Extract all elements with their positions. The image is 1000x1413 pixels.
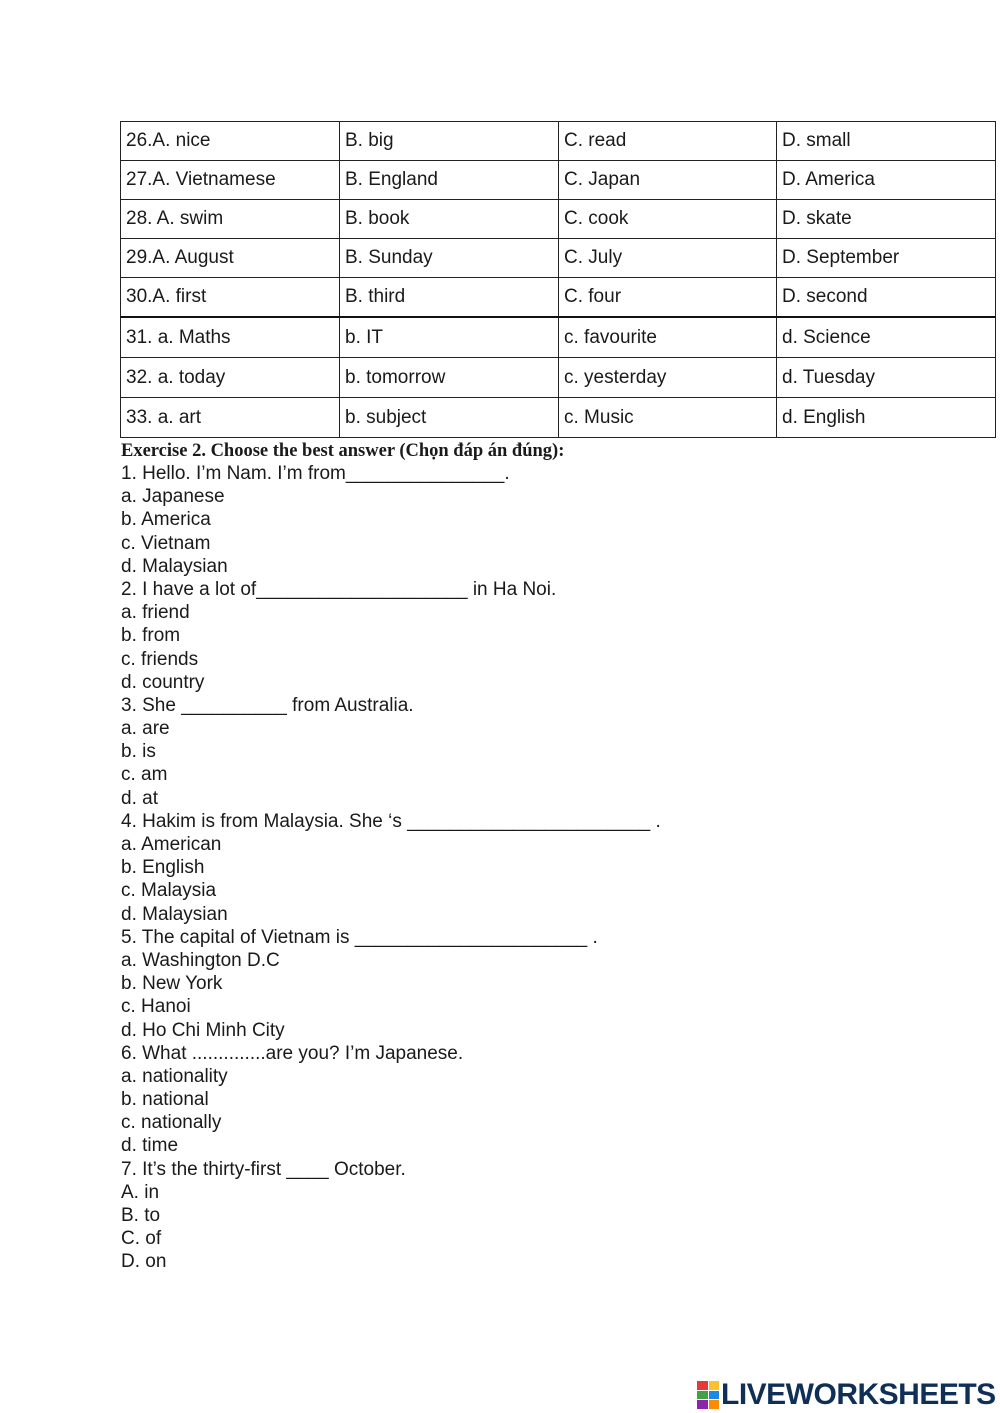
table-row [121,239,996,278]
question-text: 6. What ..............are you? I’m Japanese. [121,1042,464,1064]
answer-option[interactable]: C. of [121,1228,162,1250]
answer-option[interactable]: a. friend [121,602,190,624]
table-row [121,122,996,161]
table-cell: B. book [340,200,559,239]
table-cell: d. English [777,398,996,438]
vocabulary-odd-one-out-table [120,121,996,438]
table-row [121,278,996,318]
table-cell: D. second [777,278,996,318]
answer-option[interactable]: d. at [121,787,158,809]
table-cell: b. tomorrow [340,358,559,398]
answer-option[interactable]: a. Washington D.C [121,949,280,971]
answer-option[interactable]: c. Hanoi [121,996,191,1018]
answer-option[interactable]: a. nationality [121,1065,228,1087]
table-row [121,398,996,438]
answer-option[interactable]: b. national [121,1089,209,1111]
table-cell: D. skate [777,200,996,239]
answer-option[interactable]: c. am [121,764,168,786]
table-cell: 30.A. first [121,278,340,318]
table-row [121,161,996,200]
table-cell: c. favourite [559,317,777,358]
logo-blocks-icon [697,1381,719,1409]
answer-option[interactable]: d. Malaysian [121,555,228,577]
table-cell: D. America [777,161,996,200]
answer-option[interactable]: c. nationally [121,1112,222,1134]
answer-option[interactable]: b. from [121,625,181,647]
question-text: 3. She __________ from Australia. [121,694,414,716]
liveworksheets-logo [697,1378,996,1412]
exercise-title: Exercise 2. Choose the best answer (Chọn đáp án đúng): [121,441,565,461]
table-cell: b. subject [340,398,559,438]
question-text: 7. It’s the thirty-first ____ October. [121,1158,406,1180]
question-text: 1. Hello. I’m Nam. I’m from_______________. [121,463,510,484]
table-row [121,358,996,398]
answer-option[interactable]: d. time [121,1135,179,1157]
answer-option[interactable]: a. Japanese [121,486,225,508]
table-cell: B. third [340,278,559,318]
question-text: 5. The capital of Vietnam is ______________________ . [121,926,598,948]
table-cell: d. Science [777,317,996,358]
table-cell: 28. A. swim [121,200,340,239]
table-cell: 31. a. Maths [121,317,340,358]
logo-wordmark: LIVEWORKSHEETS [721,1378,996,1411]
answer-option[interactable]: b. New York [121,973,223,995]
answer-option[interactable]: b. English [121,857,205,879]
answer-option[interactable]: d. Malaysian [121,903,228,925]
table-cell: D. small [777,122,996,161]
answer-option[interactable]: d. country [121,671,205,693]
answer-option[interactable]: c. friends [121,648,199,670]
exercise-2-section [121,440,981,1274]
table-cell: 29.A. August [121,239,340,278]
table-row [121,200,996,239]
answer-option[interactable]: D. on [121,1251,167,1273]
answer-option[interactable]: a. are [121,718,170,740]
table-cell: C. read [559,122,777,161]
table-cell: B. Sunday [340,239,559,278]
table-cell: C. four [559,278,777,318]
question-text: 4. Hakim is from Malaysia. She ‘s _______________________ . [121,810,661,832]
table-cell: C. July [559,239,777,278]
table-cell: 32. a. today [121,358,340,398]
table-cell: 33. a. art [121,398,340,438]
answer-option[interactable]: b. America [121,509,211,531]
table-cell: C. cook [559,200,777,239]
table-cell: d. Tuesday [777,358,996,398]
table-cell: c. Music [559,398,777,438]
answer-option[interactable]: B. to [121,1205,161,1226]
answer-option[interactable]: d. Ho Chi Minh City [121,1019,285,1041]
answer-option[interactable]: A. in [121,1181,160,1203]
table-cell: 26.A. nice [121,122,340,161]
table-cell: B. England [340,161,559,200]
answer-option[interactable]: a. American [121,834,222,855]
table-cell: B. big [340,122,559,161]
question-text: 2. I have a lot of____________________ in Ha Noi. [121,578,557,600]
table-row [121,317,996,358]
answer-option[interactable]: c. Malaysia [121,880,217,902]
table-cell: 27.A. Vietnamese [121,161,340,200]
answer-option[interactable]: c. Vietnam [121,532,211,554]
answer-option[interactable]: b. is [121,741,156,763]
table-cell: c. yesterday [559,358,777,398]
table-cell: b. IT [340,317,559,358]
table-cell: C. Japan [559,161,777,200]
table-cell: D. September [777,239,996,278]
